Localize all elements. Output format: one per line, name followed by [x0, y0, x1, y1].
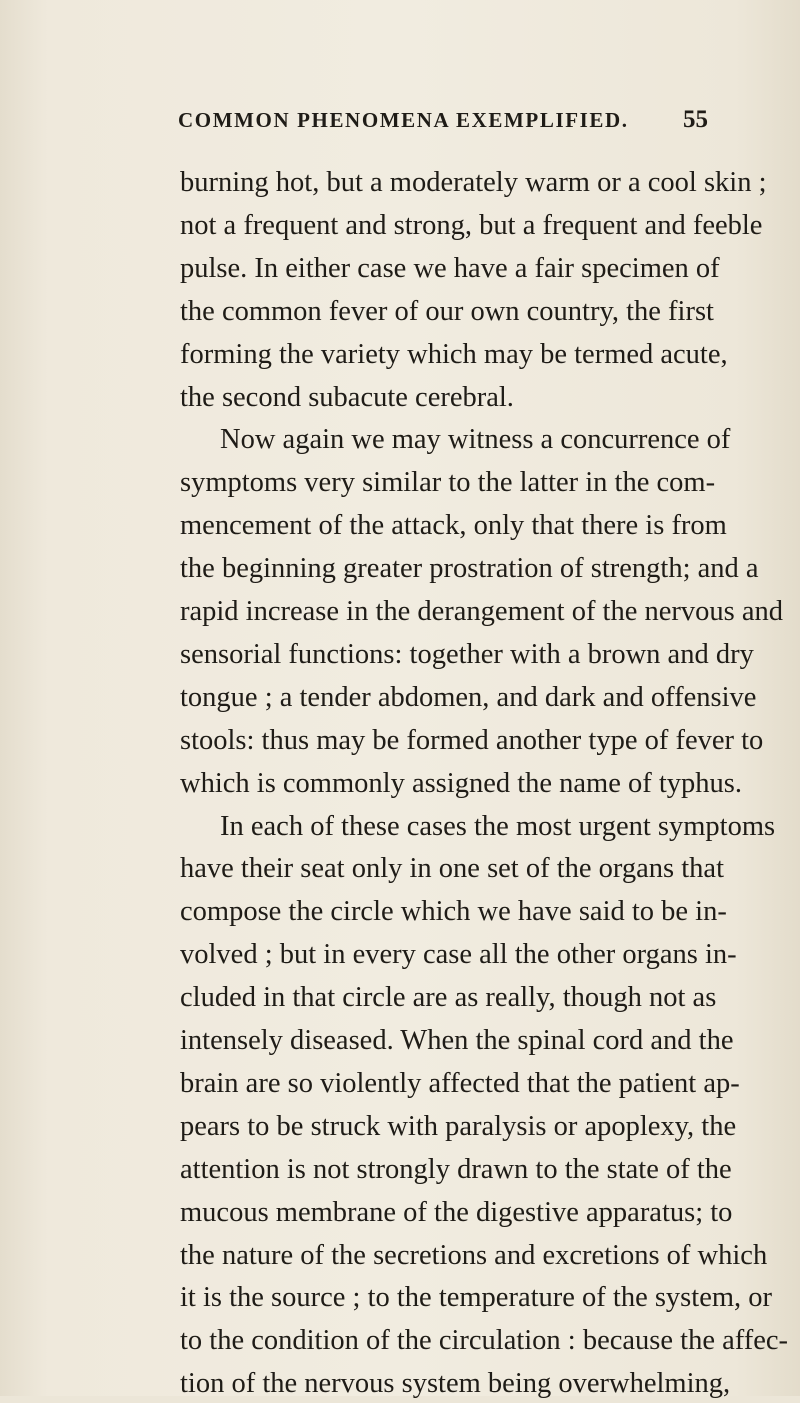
text-line: the second subacute cerebral.	[180, 381, 514, 413]
text-line: tion of the nervous system being overwhelming,	[180, 1368, 731, 1400]
text-line: brain are so violently affected that the patient ap-	[180, 1067, 740, 1099]
text-line: mucous membrane of the digestive apparatus; to	[180, 1196, 733, 1228]
text-line: In each of these cases the most urgent symptoms	[220, 810, 776, 842]
text-line: pears to be struck with paralysis or apoplexy, the	[180, 1110, 737, 1142]
text-line: the beginning greater prostration of strength; and a	[180, 553, 759, 585]
text-line: volved ; but in every case all the other organs in-	[180, 939, 737, 971]
text-line: intensely diseased. When the spinal cord and the	[180, 1025, 734, 1056]
text-line: have their seat only in one set of the organs that	[180, 853, 724, 885]
text-line: sensorial functions: together with a brown and dry	[180, 638, 754, 670]
text-line: cluded in that circle are as really, though not as	[180, 982, 717, 1014]
text-line: the nature of the secretions and excretions of which	[180, 1239, 768, 1271]
text-line: not a frequent and strong, but a frequent and feeble	[180, 209, 763, 241]
text-line: pulse. In either case we have a fair specimen of	[180, 252, 720, 284]
text-line: stools: thus may be formed another type of fever to	[180, 724, 764, 756]
text-line: to the condition of the circulation : because the affec-	[180, 1325, 789, 1357]
text-line: rapid increase in the derangement of the nervous and	[180, 596, 784, 627]
running-head: COMMON PHENOMENA EXEMPLIFIED.	[178, 108, 629, 132]
text-line: it is the source ; to the temperature of the system, or	[180, 1282, 773, 1314]
text-line: tongue ; a tender abdomen, and dark and offensive	[180, 681, 757, 713]
text-line: which is commonly assigned the name of typhus.	[180, 767, 742, 799]
page-number: 55	[683, 106, 708, 133]
text-line: forming the variety which may be termed acute,	[180, 338, 728, 370]
text-line: compose the circle which we have said to be in-	[180, 896, 727, 928]
text-line: burning hot, but a moderately warm or a cool skin ;	[180, 167, 767, 198]
text-line: attention is not strongly drawn to the state of the	[180, 1153, 732, 1185]
text-line: mencement of the attack, only that there is from	[180, 510, 727, 542]
text-line: symptoms very similar to the latter in the com-	[180, 467, 716, 499]
text-line: the common fever of our own country, the first	[180, 295, 714, 327]
text-line: Now again we may witness a concurrence of	[220, 424, 731, 456]
